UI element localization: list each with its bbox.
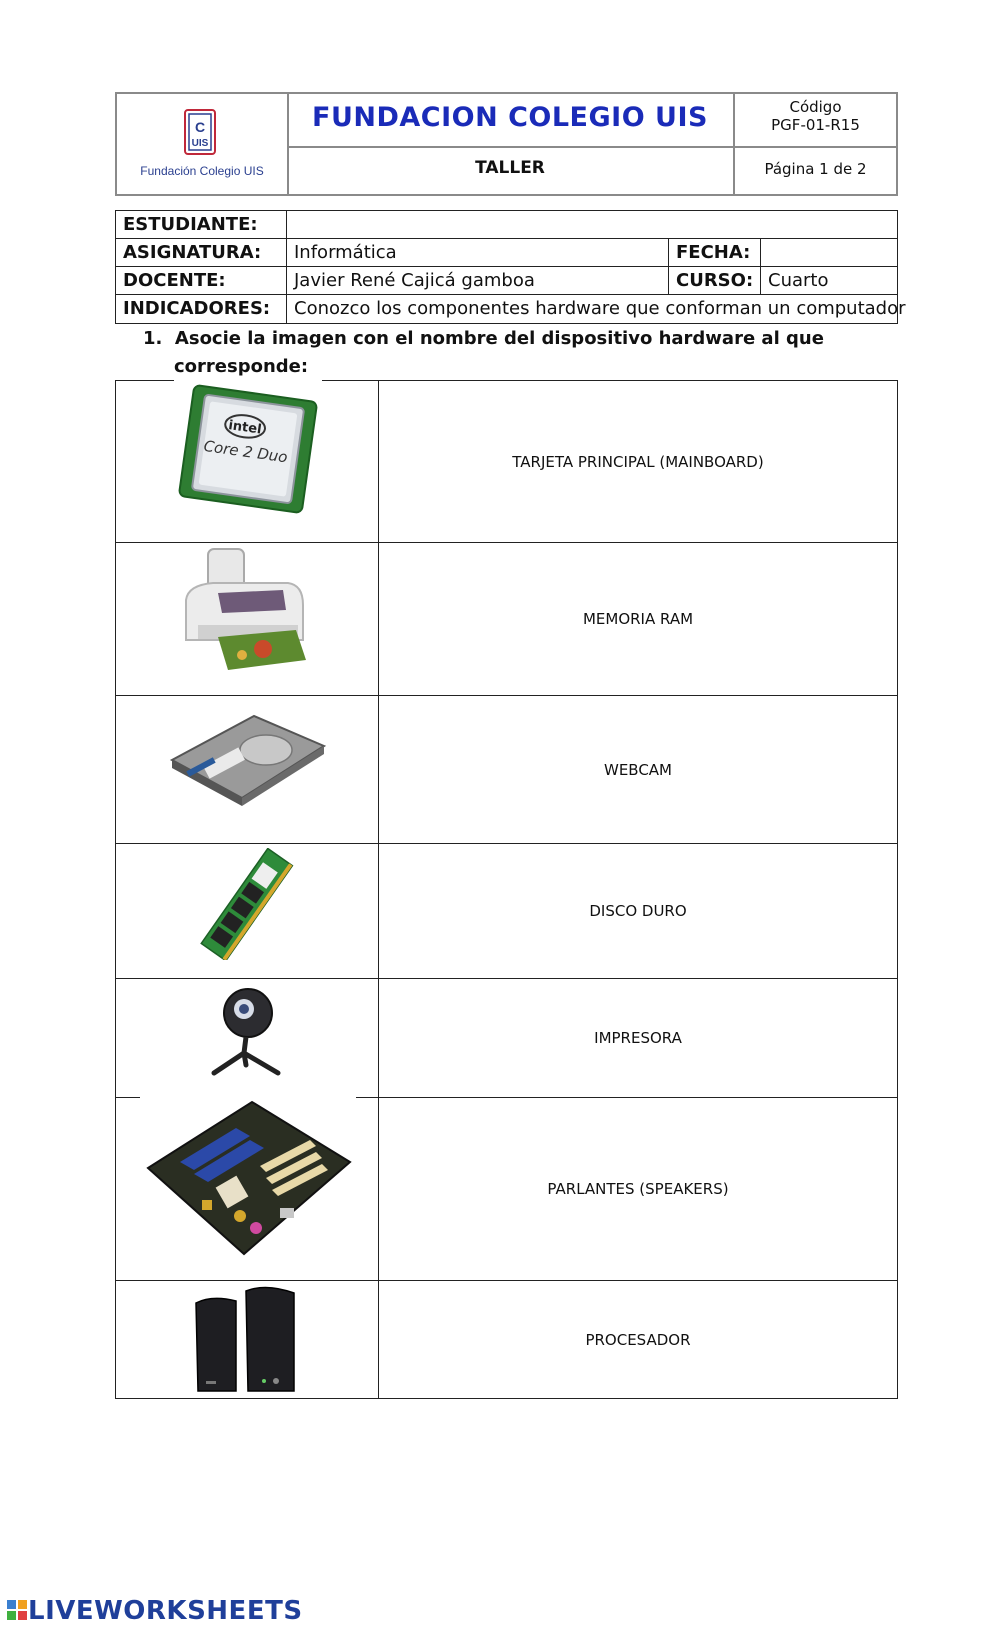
indicadores-row (116, 295, 906, 323)
processor-brand-text: intel (227, 418, 263, 438)
indicadores-value: Conozco los componentes hardware que conforman un computador (294, 298, 906, 319)
liveworksheets-logo[interactable] (6, 1596, 303, 1626)
liveworksheets-grid-icon (6, 1599, 28, 1621)
svg-text:C: C (194, 119, 206, 135)
question-line-2: corresponde: (174, 356, 309, 377)
device-name-label: TARJETA PRINCIPAL (MAINBOARD) (512, 452, 764, 471)
estudiante-row (116, 211, 897, 239)
document-header (115, 92, 898, 196)
table-row (116, 1098, 897, 1281)
processor-model-text: Core 2 Duo (202, 436, 289, 467)
processor-image[interactable] (174, 379, 322, 519)
question-1 (143, 325, 843, 381)
matching-table (115, 380, 898, 1399)
question-line-1: Asocie la imagen con el nombre del dispositivo hardware al que (174, 328, 824, 349)
page-title: FUNDACION COLEGIO UIS (312, 102, 708, 133)
asignatura-value: Informática (287, 239, 669, 266)
svg-text:UIS: UIS (191, 138, 209, 149)
webcam-image[interactable] (208, 983, 284, 1079)
question-number: 1. (143, 328, 163, 349)
image-cell (116, 1098, 379, 1280)
curso-value: Cuarto (768, 270, 829, 291)
student-info-table (115, 210, 906, 324)
curso-label: CURSO: (669, 267, 761, 294)
table-row (116, 543, 897, 696)
liveworksheets-brand: LIVEWORKSHEETS (28, 1596, 303, 1626)
docente-value: Javier René Cajicá gamboa (287, 267, 669, 294)
device-name-label: PROCESADOR (585, 1330, 691, 1349)
page-cell (735, 148, 896, 194)
code-cell (735, 94, 896, 148)
device-name-label: MEMORIA RAM (582, 610, 694, 628)
image-cell (116, 696, 379, 843)
motherboard-image[interactable] (140, 1096, 356, 1261)
hard-disk-image[interactable] (168, 712, 328, 808)
fecha-field[interactable] (761, 239, 897, 266)
image-cell (116, 1281, 379, 1398)
title-cell (287, 94, 735, 148)
indicadores-label: INDICADORES: (116, 295, 287, 323)
table-row (116, 696, 897, 844)
device-name-label: WEBCAM (603, 760, 672, 779)
asignatura-label: ASIGNATURA: (116, 239, 287, 266)
subtitle-cell (287, 148, 735, 194)
document-type: TALLER (475, 158, 545, 178)
estudiante-field[interactable] (287, 211, 897, 238)
printer-image[interactable] (178, 545, 313, 675)
image-cell (116, 543, 379, 695)
docente-label: DOCENTE: (116, 267, 287, 294)
table-row (116, 844, 897, 979)
device-name-label: IMPRESORA (594, 1029, 682, 1047)
device-name-label: DISCO DURO (589, 902, 687, 920)
page-number: Página 1 de 2 (764, 160, 867, 178)
estudiante-label: ESTUDIANTE: (116, 211, 287, 238)
asignatura-row (116, 239, 897, 267)
ram-image[interactable] (192, 848, 300, 960)
logo-cell (117, 94, 289, 194)
table-row (116, 1281, 897, 1398)
table-row (116, 979, 897, 1098)
image-cell (116, 844, 379, 978)
speakers-image[interactable] (186, 1281, 306, 1395)
fecha-label: FECHA: (669, 239, 761, 266)
image-cell (116, 979, 379, 1097)
image-cell (116, 381, 379, 542)
table-row (116, 381, 897, 543)
code-value: PGF-01-R15 (771, 116, 860, 134)
code-label: Código (789, 98, 842, 116)
docente-row (116, 267, 897, 295)
logo-label: Fundación Colegio UIS (140, 164, 264, 178)
device-name-label: PARLANTES (SPEAKERS) (547, 1180, 729, 1198)
school-logo-icon (181, 108, 221, 158)
